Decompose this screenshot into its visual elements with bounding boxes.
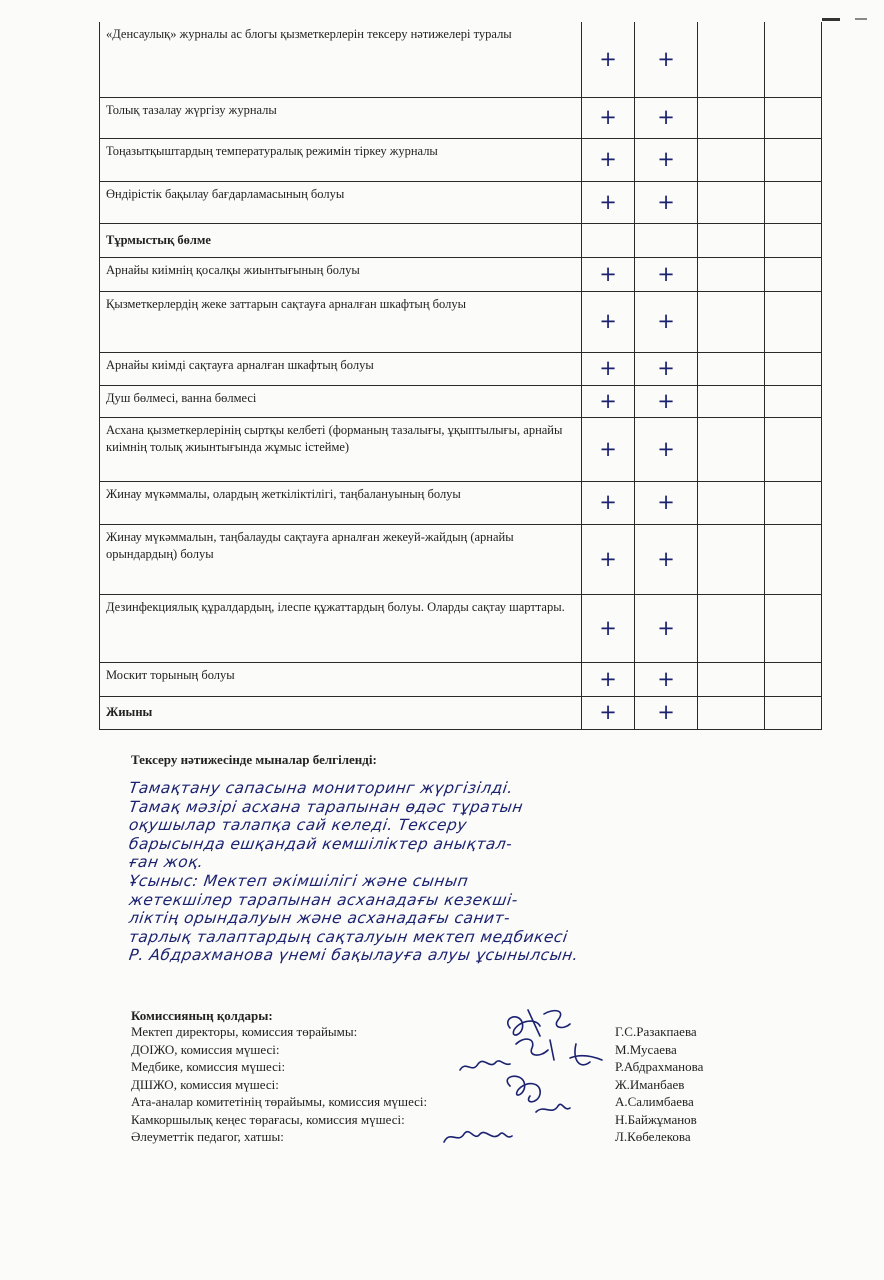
check-mark-cell: + — [582, 524, 635, 594]
member-role: Әлеуметтік педагог, хатшы: — [131, 1129, 284, 1144]
check-mark-cell: + — [635, 257, 698, 291]
empty-cell — [765, 594, 822, 662]
handwritten-findings — [129, 779, 859, 965]
findings-line: жетекшілер тарапынан асханадағы кезекші- — [127, 890, 520, 909]
empty-cell — [765, 181, 822, 223]
empty-cell — [765, 352, 822, 385]
checklist-row — [100, 22, 822, 97]
empty-cell — [765, 481, 822, 524]
empty-cell — [698, 417, 765, 481]
empty-cell — [698, 97, 765, 138]
criterion-label: Жинау мүкәммалы, олардың жеткіліктілігі, таңбалануының болуы — [100, 481, 582, 524]
empty-cell — [765, 257, 822, 291]
check-mark-cell: + — [582, 481, 635, 524]
findings-line: Тамақ мәзірі асхана тарапынан өдәс тұратын — [127, 797, 525, 816]
check-mark-cell: + — [582, 181, 635, 223]
inspection-checklist-table — [99, 22, 822, 730]
criterion-label: Асхана қызметкерлерінің сыртқы келбеті (форманың тазалығы, ұқыптылығы, арнайы киімнің толық жиынтығында жұмыс істейме) — [100, 417, 582, 481]
criterion-label: Арнайы киімді сақтауға арналған шкафтың болуы — [100, 352, 582, 385]
check-mark-cell: + — [635, 594, 698, 662]
criterion-label: Арнайы киімнің қосалқы жиынтығының болуы — [100, 257, 582, 291]
criterion-label: Москит торының болуы — [100, 662, 582, 696]
check-mark-cell: + — [635, 291, 698, 352]
member-role: ДШЖО, комиссия мүшесі: — [131, 1076, 279, 1092]
empty-cell — [698, 696, 765, 729]
findings-line: барысында ешқандай кемшіліктер анықтал- — [127, 834, 514, 853]
empty-cell — [698, 138, 765, 181]
check-mark-cell: + — [582, 22, 635, 97]
checklist-row — [100, 662, 822, 696]
empty-cell — [765, 696, 822, 729]
empty-cell — [765, 22, 822, 97]
check-mark-cell: + — [635, 417, 698, 481]
criterion-label: Қызметкерлердің жеке заттарын сақтауға арналған шкафтың болуы — [100, 291, 582, 352]
empty-cell — [698, 22, 765, 97]
checklist-row — [100, 481, 822, 524]
empty-cell — [765, 223, 822, 257]
criterion-label: Өндірістік бақылау бағдарламасының болуы — [100, 181, 582, 223]
member-role: Ата-аналар комитетінің төрайымы, комиссия мүшесі: — [131, 1094, 428, 1109]
checklist-row — [100, 138, 822, 181]
member-role: Камкоршылық кеңес төрағасы, комиссия мүшесі: — [131, 1111, 405, 1127]
scan-edge-mark — [855, 18, 867, 20]
check-mark-cell: + — [635, 22, 698, 97]
criterion-label: Жинау мүкәммалын, таңбалауды сақтауға арналған жекеуй-жайдың (арнайы орындардың) болуы — [100, 524, 582, 594]
empty-cell — [765, 417, 822, 481]
checklist-row — [100, 291, 822, 352]
empty-cell — [765, 662, 822, 696]
member-name: М.Мусаева — [615, 1041, 677, 1057]
member-role: Мектеп директоры, комиссия төрайымы: — [131, 1024, 358, 1039]
check-mark-cell: + — [635, 352, 698, 385]
findings-line: Р. Абдрахманова үнемі бақылауға алуы ұсынылсын. — [127, 946, 580, 965]
member-name: А.Салимбаева — [615, 1094, 694, 1109]
member-role: Медбике, комиссия мүшесі: — [131, 1059, 286, 1074]
empty-cell — [698, 385, 765, 417]
criterion-label: Дезинфекциялық құралдардың, ілеспе құжаттардың болуы. Оларды сақтау шарттары. — [100, 594, 582, 662]
check-mark-cell: + — [635, 97, 698, 138]
checklist-row — [100, 97, 822, 138]
member-name: Ж.Иманбаев — [615, 1076, 685, 1092]
criterion-label: Жиыны — [100, 696, 582, 729]
check-mark-cell: + — [635, 385, 698, 417]
section-header-row — [100, 223, 822, 257]
checklist-row — [100, 257, 822, 291]
check-mark-cell: + — [635, 696, 698, 729]
empty-cell — [765, 291, 822, 352]
member-name: Н.Байжұманов — [615, 1111, 697, 1127]
findings-line: Тамақтану сапасына мониторинг жүргізілді. — [127, 779, 515, 797]
empty-cell — [698, 481, 765, 524]
findings-line: Ұсыныс: Мектеп әкімшілігі және сынып — [127, 871, 470, 890]
empty-cell — [698, 662, 765, 696]
empty-cell — [698, 524, 765, 594]
criterion-label: Тоңазытқыштардың температуралық режимін тіркеу журналы — [100, 138, 582, 181]
check-mark-cell: + — [635, 181, 698, 223]
member-role: ДОІЖО, комиссия мүшесі: — [131, 1041, 280, 1057]
empty-cell — [582, 223, 635, 257]
check-mark-cell: + — [635, 662, 698, 696]
empty-cell — [765, 385, 822, 417]
checklist-row — [100, 524, 822, 594]
member-name: Г.С.Разакпаева — [615, 1024, 697, 1039]
findings-line: тарлық талаптардың сақталуын мектеп медбикесі — [127, 927, 570, 946]
empty-cell — [698, 257, 765, 291]
check-mark-cell: + — [582, 385, 635, 417]
check-mark-cell: + — [582, 257, 635, 291]
checklist-row — [100, 594, 822, 662]
check-mark-cell: + — [582, 417, 635, 481]
empty-cell — [765, 97, 822, 138]
check-mark-cell: + — [635, 138, 698, 181]
commission-signatures-title: Комиссияның қолдары: — [131, 1008, 273, 1023]
check-mark-cell: + — [582, 594, 635, 662]
empty-cell — [698, 223, 765, 257]
empty-cell — [765, 138, 822, 181]
checklist-row — [100, 181, 822, 223]
check-mark-cell: + — [635, 481, 698, 524]
member-name: Л.Көбелекова — [615, 1129, 691, 1144]
checklist-row — [100, 385, 822, 417]
scan-edge-mark — [822, 18, 840, 21]
total-row — [100, 696, 822, 729]
check-mark-cell: + — [582, 291, 635, 352]
empty-cell — [698, 352, 765, 385]
check-mark-cell: + — [582, 662, 635, 696]
check-mark-cell: + — [582, 352, 635, 385]
handwritten-signatures — [440, 1000, 640, 1170]
empty-cell — [698, 291, 765, 352]
check-mark-cell: + — [635, 524, 698, 594]
checklist-row — [100, 417, 822, 481]
empty-cell — [765, 524, 822, 594]
criterion-label: Душ бөлмесі, ванна бөлмесі — [100, 385, 582, 417]
check-mark-cell: + — [582, 138, 635, 181]
findings-line: ған жоқ. — [127, 853, 205, 872]
check-mark-cell: + — [582, 97, 635, 138]
findings-line: оқушылар талапқа сай келеді. Тексеру — [127, 816, 469, 835]
criterion-label: Толық тазалау жүргізу журналы — [100, 97, 582, 138]
member-name: Р.Абдрахманова — [615, 1059, 704, 1074]
criterion-label: Тұрмыстық бөлме — [100, 223, 582, 257]
findings-heading: Тексеру нәтижесінде мыналар белгіленді: — [131, 752, 377, 767]
findings-line: ліктің орындалуын және асханадағы санит- — [127, 909, 512, 928]
empty-cell — [698, 181, 765, 223]
criterion-label: «Денсаулық» журналы ас блогы қызметкерлерін тексеру нәтижелері туралы — [100, 22, 582, 97]
empty-cell — [698, 594, 765, 662]
checklist-row — [100, 352, 822, 385]
check-mark-cell: + — [582, 696, 635, 729]
empty-cell — [635, 223, 698, 257]
